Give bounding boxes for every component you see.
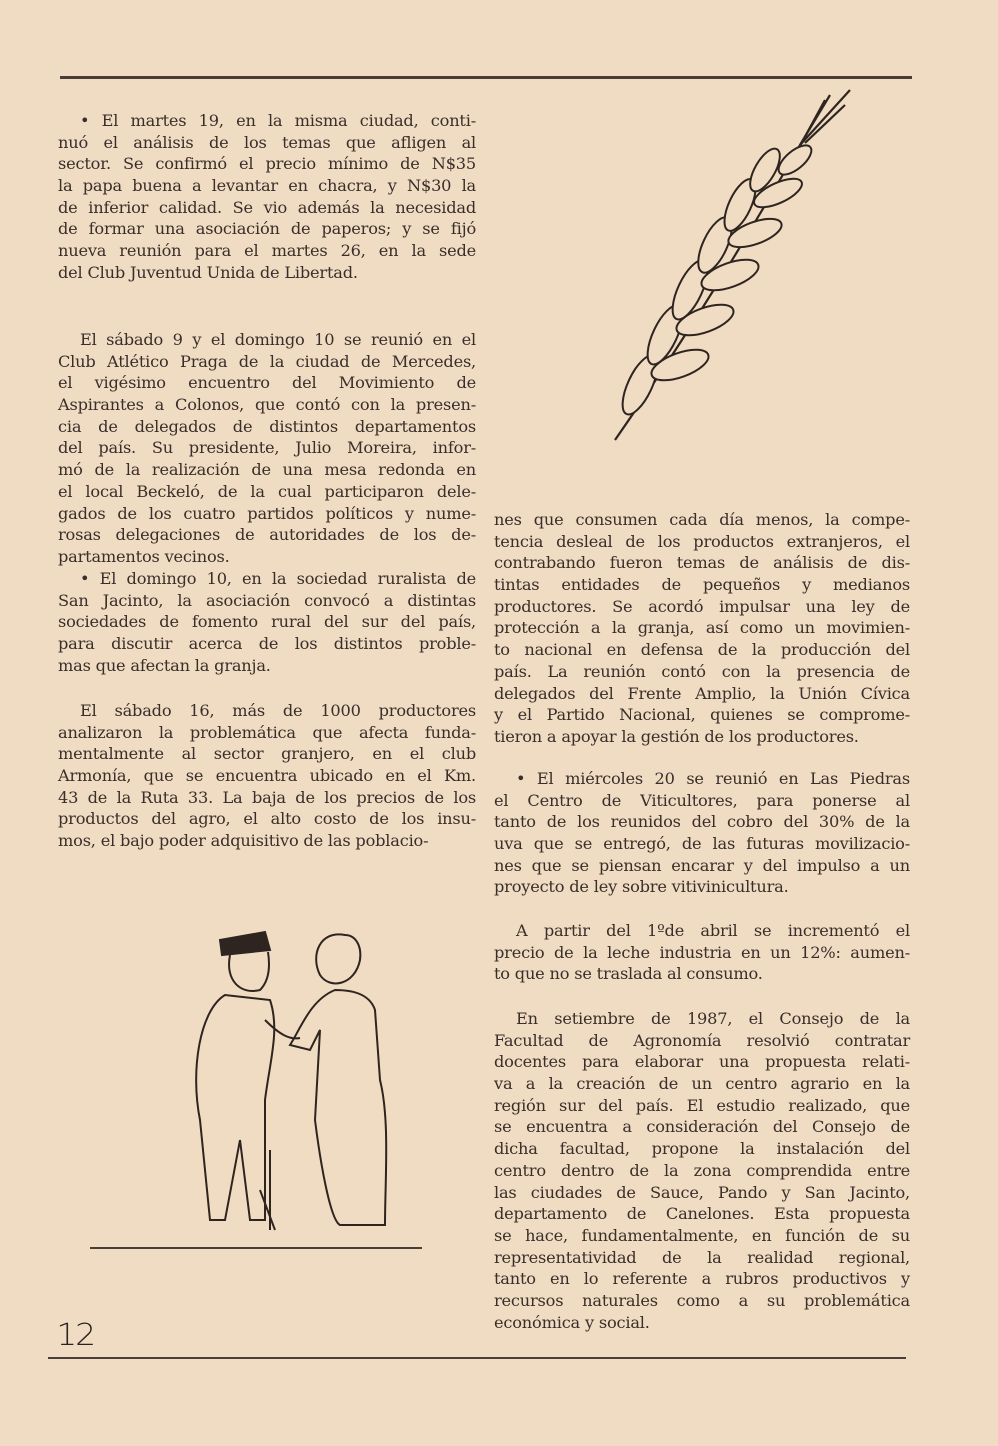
text-line: centro dentro de la zona comprendida entre	[494, 1160, 910, 1180]
text-line: el Centro de Viticultores, para ponerse al	[494, 790, 910, 810]
right-column-paragraph	[494, 509, 910, 748]
text-line: Armonía, que se encuentra ubicado en el Km.	[58, 766, 476, 786]
text-line: Facultad de Agronomía resolvió contratar	[494, 1030, 910, 1050]
text-line: recursos naturales como a su problemática	[494, 1290, 910, 1310]
text-line: mos, el bajo poder adquisitivo de las poblacio-	[58, 831, 429, 851]
text-line: docentes para elaborar una propuesta relati-	[494, 1052, 910, 1072]
text-line: mas que afectan la granja.	[58, 655, 271, 675]
wheat-illustration	[600, 85, 870, 445]
bottom-rule	[48, 1357, 906, 1359]
text-line: rosas delegaciones de autoridades de los de-	[58, 525, 476, 545]
text-line: gados de los cuatro partidos políticos y nume-	[58, 503, 476, 523]
text-line: de formar una asociación de paperos; y se fijó	[58, 219, 476, 239]
text-line: • El martes 19, en la misma ciudad, conti-	[80, 111, 476, 130]
text-line: protección a la granja, así como un movimien-	[494, 618, 910, 638]
text-line: de inferior calidad. Se vio además la necesidad	[58, 197, 476, 217]
text-line: contrabando fueron temas de análisis de dis-	[494, 553, 910, 573]
top-rule	[60, 76, 912, 79]
text-line: productos del agro, el alto costo de los insu-	[58, 809, 476, 829]
text-line: y el Partido Nacional, quienes se comprome-	[494, 705, 910, 725]
text-line: nes que se piensan encarar y del impulso a un	[494, 855, 910, 875]
text-line: partamentos vecinos.	[58, 546, 230, 566]
text-line: sector. Se confirmó el precio mínimo de N$35	[58, 154, 476, 174]
text-line: delegados del Frente Amplio, la Unión Cívica	[494, 683, 910, 703]
text-line: • El miércoles 20 se reunió en Las Piedras	[516, 769, 910, 788]
text-line: uva que se entregó, de las futuras movilizacio-	[494, 834, 910, 854]
text-line: En setiembre de 1987, el Consejo de la	[516, 1009, 910, 1028]
text-line: sociedades de fomento rural del sur del país,	[58, 612, 476, 632]
text-line: país. La reunión contó con la presencia de	[494, 661, 910, 681]
text-line: El sábado 9 y el domingo 10 se reunió en el	[80, 330, 476, 349]
text-line: to nacional en defensa de la producción del	[494, 640, 910, 660]
text-line: cia de delegados de distintos departamentos	[58, 416, 476, 436]
text-line: proyecto de ley sobre vitivinicultura.	[494, 877, 789, 897]
text-line: región sur del país. El estudio realizado, que	[494, 1095, 910, 1115]
text-line: se encuentra a consideración del Consejo de	[494, 1117, 910, 1137]
farmers-illustration	[170, 920, 410, 1240]
text-line: mó de la realización de una mesa redonda en	[58, 460, 476, 480]
text-line: tieron a apoyar la gestión de los productores.	[494, 726, 859, 746]
text-line: mentalmente al sector granjero, en el club	[58, 744, 476, 764]
text-line: nuó el análisis de los temas que afligen al	[58, 132, 476, 152]
text-line: to que no se traslada al consumo.	[494, 964, 763, 984]
illustration-rule	[90, 1247, 422, 1249]
text-line: Aspirantes a Colonos, que contó con la presen-	[58, 395, 476, 415]
left-column-paragraph	[58, 700, 476, 852]
text-line: el local Beckeló, de la cual participaron dele-	[58, 481, 476, 501]
text-line: departamento de Canelones. Esta propuesta	[494, 1204, 910, 1224]
text-line: las ciudades de Sauce, Pando y San Jacinto,	[494, 1182, 910, 1202]
text-line: representatividad de la realidad regional,	[494, 1247, 910, 1267]
text-line: el vigésimo encuentro del Movimiento de	[58, 373, 476, 393]
text-line: tencia desleal de los productos extranjeros, el	[494, 531, 910, 551]
text-line: El sábado 16, más de 1000 productores	[80, 701, 476, 720]
text-line: se hace, fundamentalmente, en función de su	[494, 1225, 910, 1245]
text-line: va a la creación de un centro agrario en la	[494, 1074, 910, 1094]
text-line: Club Atlético Praga de la ciudad de Mercedes,	[58, 351, 476, 371]
left-column-paragraph	[58, 110, 476, 284]
text-line: la papa buena a levantar en chacra, y N$30 la	[58, 176, 476, 196]
text-line: San Jacinto, la asociación convocó a distintas	[58, 590, 476, 610]
text-line: tanto de los reunidos del cobro del 30% de la	[494, 812, 910, 832]
text-line: nes que consumen cada día menos, la compe-	[494, 510, 910, 529]
page-number: 12	[56, 1318, 94, 1353]
right-column-paragraph	[494, 1008, 910, 1333]
text-line: tintas entidades de pequeños y medianos	[494, 575, 910, 595]
left-column-paragraph	[58, 329, 476, 568]
text-line: • El domingo 10, en la sociedad ruralista de	[80, 569, 476, 588]
text-line: para discutir acerca de los distintos proble-	[58, 634, 476, 654]
text-line: tanto en lo referente a rubros productivos y	[494, 1269, 910, 1289]
text-line: del país. Su presidente, Julio Moreira, infor-	[58, 438, 476, 458]
text-line: dicha facultad, propone la instalación del	[494, 1139, 910, 1159]
text-line: precio de la leche industria en un 12%: aumen-	[494, 942, 910, 962]
left-column-paragraph	[58, 568, 476, 676]
text-line: económica y social.	[494, 1312, 650, 1332]
right-column-paragraph	[494, 768, 910, 898]
text-line: nueva reunión para el martes 26, en la sede	[58, 241, 476, 261]
right-column-paragraph	[494, 920, 910, 985]
text-line: del Club Juventud Unida de Libertad.	[58, 262, 358, 282]
text-line: analizaron la problemática que afecta funda-	[58, 722, 476, 742]
text-line: A partir del 1ºde abril se incrementó el	[516, 921, 910, 940]
text-line: productores. Se acordó impulsar una ley de	[494, 596, 910, 616]
text-line: 43 de la Ruta 33. La baja de los precios de los	[58, 787, 476, 807]
